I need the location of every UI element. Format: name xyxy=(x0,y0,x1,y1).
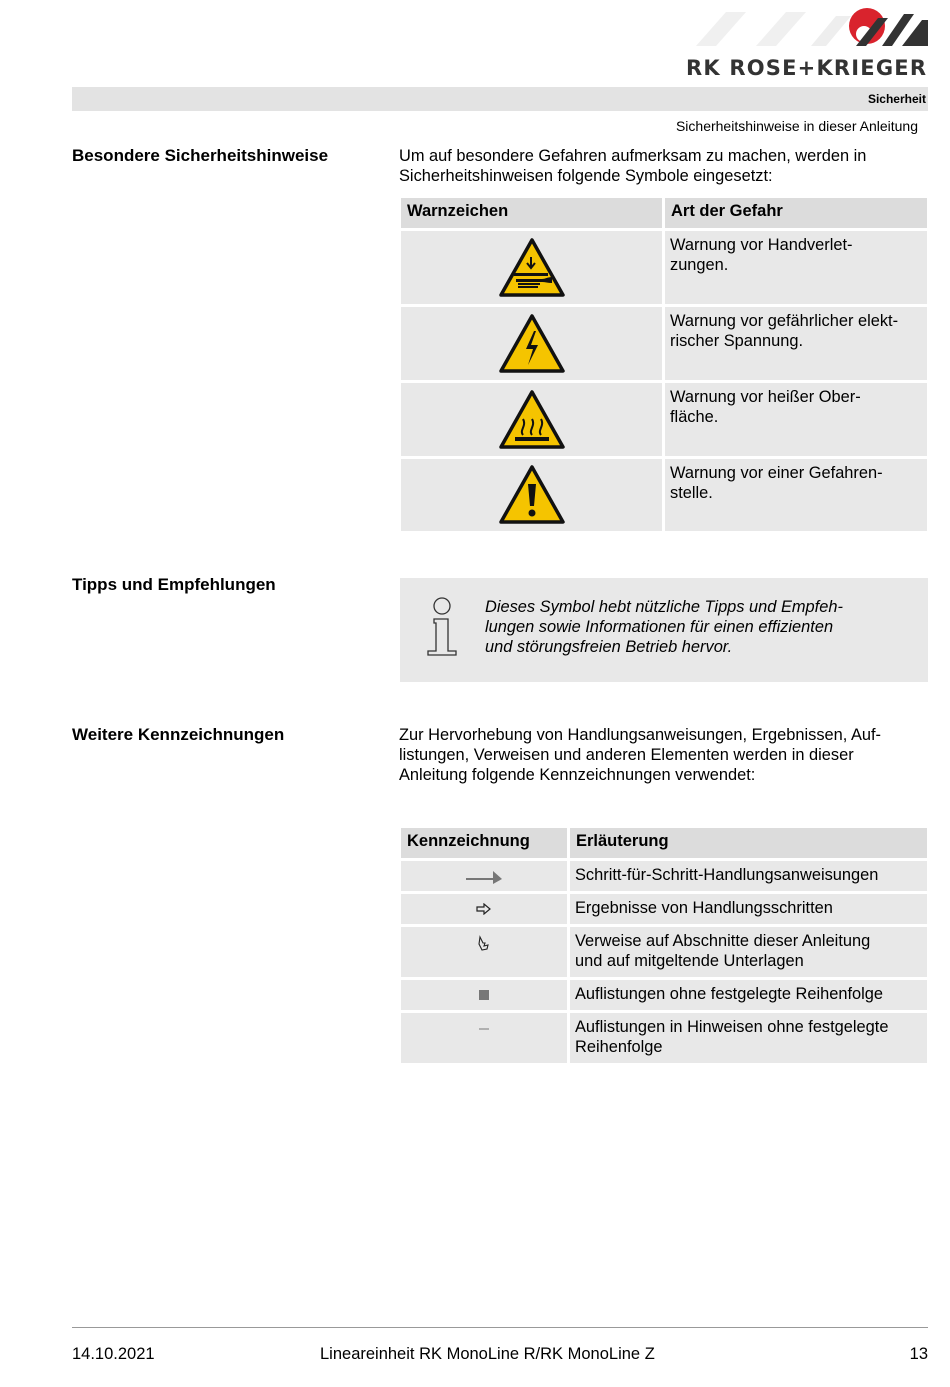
table-cell-text: Warnung vor heißer Ober- fläche. xyxy=(665,383,927,456)
step-arrow-icon xyxy=(464,868,504,884)
table-row xyxy=(401,459,662,531)
table-row xyxy=(401,383,662,456)
page-number: 13 xyxy=(909,1345,928,1363)
logo-text: RK ROSE+KRIEGER xyxy=(686,56,928,80)
table-row xyxy=(401,231,662,304)
section-title-safety-notes: Besondere Sicherheitshinweise xyxy=(72,146,329,165)
info-icon xyxy=(424,596,464,658)
hand-injury-warning-icon xyxy=(498,237,566,299)
footer-date: 14.10.2021 xyxy=(72,1345,155,1363)
table-header-art-der-gefahr: Art der Gefahr xyxy=(665,198,927,228)
footer-divider xyxy=(72,1327,928,1328)
table-header-erlaeuterung: Erläuterung xyxy=(570,828,927,858)
tip-text: Dieses Symbol hebt nützliche Tipps und Empfeh- lungen sowie Informationen für einen effizienten und störungsfreien Betrieb hervor. xyxy=(485,598,843,656)
section-title-further-markings: Weitere Kennzeichnungen xyxy=(72,725,285,744)
table-cell-text: Verweise auf Abschnitte dieser Anleitung und auf mitgeltende Unterlagen xyxy=(570,927,927,977)
footer-document-title: Lineareinheit RK MonoLine R/RK MonoLine Z xyxy=(320,1345,655,1363)
section-title-tips: Tipps und Empfehlungen xyxy=(72,575,276,594)
subchapter-title: Sicherheitshinweise in dieser Anleitung xyxy=(675,118,918,134)
table-row xyxy=(401,1013,567,1063)
table-row xyxy=(401,927,567,977)
table-row xyxy=(401,307,662,380)
hot-surface-warning-icon xyxy=(498,389,566,451)
section-header-bar xyxy=(72,87,928,111)
table-header-warnzeichen: Warnzeichen xyxy=(401,198,662,228)
table-row xyxy=(401,894,567,924)
electric-voltage-warning-icon xyxy=(498,313,566,375)
dash-bullet-icon xyxy=(478,1027,490,1031)
table-cell-text: Warnung vor einer Gefahren- stelle. xyxy=(665,459,927,531)
logo-mark-icon xyxy=(686,6,930,56)
table-cell-text: Auflistungen in Hinweisen ohne festgelegte Reihenfolge xyxy=(570,1013,927,1063)
result-arrow-icon xyxy=(476,903,492,915)
reference-pointer-icon xyxy=(477,935,491,951)
table-cell-text: Warnung vor Handverlet- zungen. xyxy=(665,231,927,304)
table-cell-text: Warnung vor gefährlicher elekt- rischer Spannung. xyxy=(665,307,927,380)
section-intro-text: Zur Hervorhebung von Handlungsanweisungen, Ergebnissen, Auf- listungen, Verweisen und anderen Elementen werden in dieser Anleitung folgende Kennzeichnungen verwendet: xyxy=(399,726,882,784)
table-cell-text: Auflistungen ohne festgelegte Reihenfolge xyxy=(570,980,927,1010)
tip-box xyxy=(400,578,928,682)
table-row xyxy=(401,861,567,891)
square-bullet-icon xyxy=(478,989,490,1001)
table-header-kennzeichnung: Kennzeichnung xyxy=(401,828,567,858)
company-logo xyxy=(686,6,930,80)
table-cell-text: Ergebnisse von Handlungsschritten xyxy=(570,894,927,924)
section-intro-text: Um auf besondere Gefahren aufmerksam zu machen, werden in Sicherheitshinweisen folgende Symbole eingesetzt: xyxy=(399,147,867,185)
table-cell-text: Schritt-für-Schritt-Handlungsanweisungen xyxy=(570,861,927,891)
general-danger-warning-icon xyxy=(498,464,566,526)
table-row xyxy=(401,980,567,1010)
chapter-title: Sicherheit xyxy=(867,92,926,106)
